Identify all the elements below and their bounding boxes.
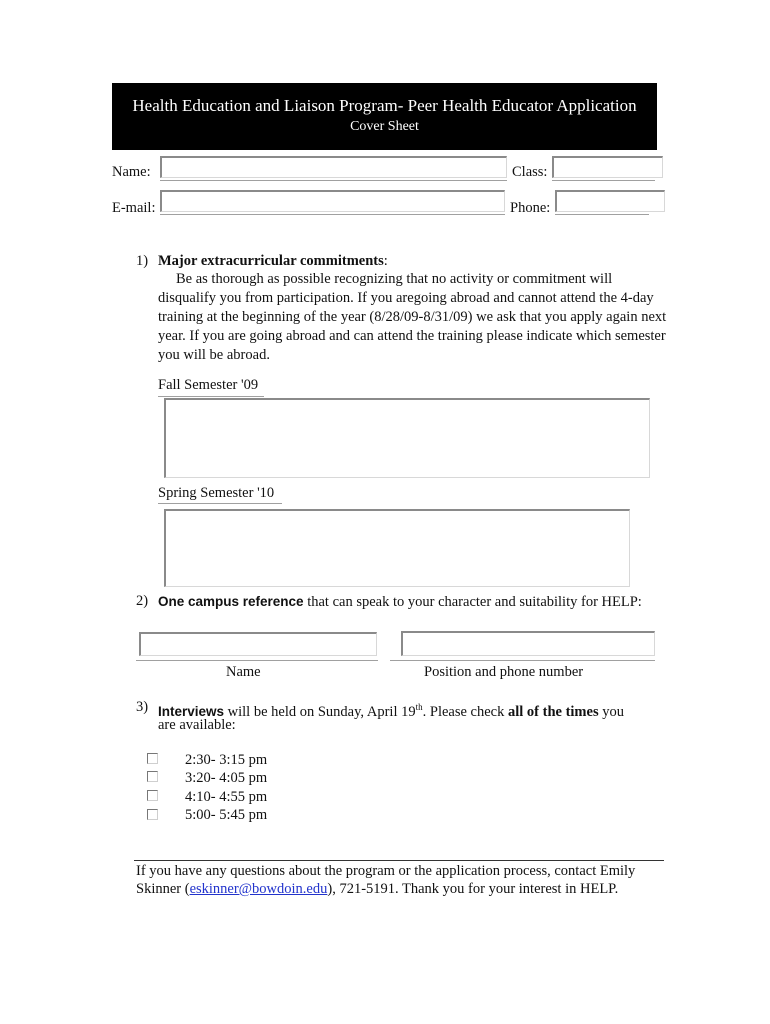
spring-semester-label: Spring Semester '10 xyxy=(158,485,275,501)
section3-emphasis: all of the times xyxy=(507,703,599,720)
footer-text-a: Skinner ( xyxy=(136,881,190,897)
section3-text-a: will be held on Sunday, April 19 xyxy=(224,703,416,720)
section3-sup: th xyxy=(415,702,423,712)
email-label: E-mail: xyxy=(112,200,156,216)
section2-heading: One campus reference xyxy=(158,594,304,609)
footer-line1: If you have any questions about the program or the application process, contact Emily xyxy=(136,863,636,879)
reference-name-caption: Name xyxy=(226,664,261,680)
fall-semester-label: Fall Semester '09 xyxy=(158,377,259,393)
phone-input[interactable] xyxy=(555,190,665,212)
name-label: Name: xyxy=(112,164,151,180)
section1-colon: : xyxy=(383,253,388,269)
reference-position-caption: Position and phone number xyxy=(424,664,584,680)
footer-line2 xyxy=(136,880,618,899)
phone-underline xyxy=(555,214,649,215)
fall-label-underline xyxy=(158,396,264,397)
reference-position-underline xyxy=(390,660,655,661)
time-label-3: 4:10- 4:55 pm xyxy=(185,789,268,805)
name-input[interactable] xyxy=(160,156,507,178)
section3-line2: are available: xyxy=(158,717,236,733)
header-banner xyxy=(112,83,657,150)
section1-heading: Major extracurricular commitments xyxy=(158,253,384,269)
section2-line xyxy=(158,592,642,612)
reference-name-underline xyxy=(136,660,378,661)
spring-label-underline xyxy=(158,503,282,504)
phone-label: Phone: xyxy=(510,200,551,216)
time-checkbox-3[interactable] xyxy=(147,790,158,801)
time-label-2: 3:20- 4:05 pm xyxy=(185,770,268,786)
spring-semester-textarea[interactable] xyxy=(164,509,630,587)
footer-text-b: ), 721-5191. Thank you for your interest in HELP. xyxy=(327,881,619,897)
time-checkbox-4[interactable] xyxy=(147,809,158,820)
footer-divider xyxy=(134,860,664,861)
reference-name-input[interactable] xyxy=(139,632,377,656)
class-input[interactable] xyxy=(552,156,663,178)
time-checkbox-1[interactable] xyxy=(147,753,158,764)
section1-number: 1) xyxy=(136,253,149,269)
email-input[interactable] xyxy=(160,190,505,212)
section2-number: 2) xyxy=(136,593,149,609)
section3-text-b: . Please check xyxy=(422,703,508,720)
section3-text-c: you xyxy=(598,703,624,720)
section3-heading: Interviews xyxy=(158,703,225,719)
section3-number: 3) xyxy=(136,699,149,715)
fall-semester-textarea[interactable] xyxy=(164,398,650,478)
time-checkbox-2[interactable] xyxy=(147,771,158,782)
time-label-1: 2:30- 3:15 pm xyxy=(185,752,268,768)
email-underline xyxy=(160,214,505,215)
class-underline xyxy=(552,180,655,181)
section2-rest: that can speak to your character and suitability for HELP: xyxy=(303,594,642,610)
form-subtitle: Cover Sheet xyxy=(350,119,419,134)
contact-email-link[interactable]: eskinner@bowdoin.edu xyxy=(189,881,328,897)
class-label: Class: xyxy=(512,164,548,180)
section1-heading-line xyxy=(158,252,388,271)
form-title: Health Education and Liaison Program- Peer Health Educator Application xyxy=(132,96,637,115)
reference-position-input[interactable] xyxy=(401,631,655,656)
section1-body: Be as thorough as possible recognizing that no activity or commitment will disqualify you from participation. If you aregoing abroad and cannot attend the 4-day training at the beginning of the year (8/28/09-8/31/09) we ask that you apply again next year. If you are going abroad and can attend the training please indicate which semester you will be abroad. xyxy=(158,271,667,363)
time-label-4: 5:00- 5:45 pm xyxy=(185,807,268,823)
name-underline xyxy=(160,180,507,181)
